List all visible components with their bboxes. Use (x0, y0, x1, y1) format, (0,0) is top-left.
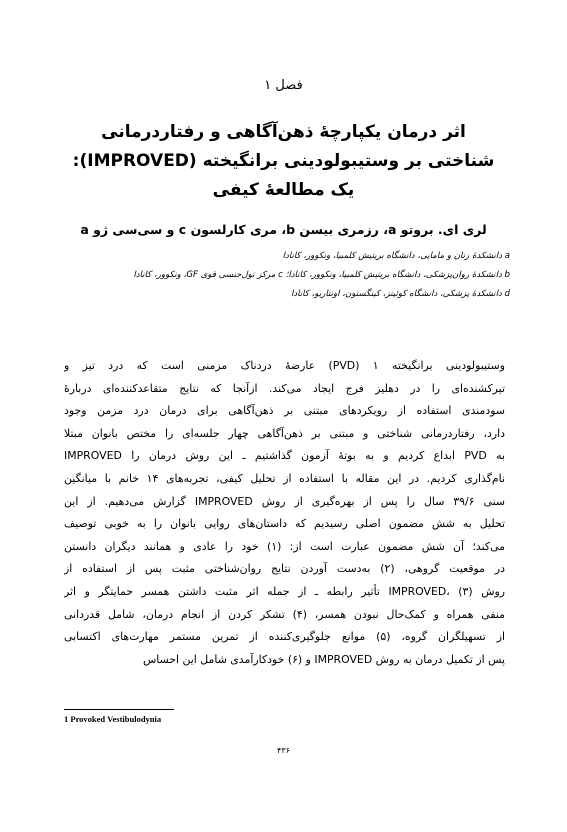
article-title (40, 118, 527, 205)
title-line: شناختی بر وستیبولودینی برانگیخته (IMPROVED): (72, 151, 495, 171)
body-line: وستیبولودینی برانگیخته ۱ (PVD) عارضهٔ دردناک مزمنی است که درد تیز و (64, 359, 505, 372)
body-line: تحلیل به شش مضمون اصلی رسیدیم که داستان‌های روایی بانوان را به خوبی توصیف (64, 517, 505, 531)
footnote-divider (64, 709, 174, 710)
body-line: نام‌گذاری کردیم. در این مقاله با استفاده از تحلیل کیفی، تجربه‌های ۱۴ خانم با میانگین (64, 471, 505, 485)
body-line: به PVD ابداع کردیم و به بوتهٔ آزمون گذاشتیم ـ این روش درمان را IMPROVED (64, 449, 505, 463)
affiliation: d دانشکدهٔ پزشکی، دانشگاه کوئینز، کینگستون، اونتاریو، کانادا (290, 289, 510, 299)
body-line: سنی ۳۹/۶ سال را پس از بهره‌گیری از روش IMPROVED گزارش می‌دهیم. از این (64, 494, 505, 508)
affiliation: b دانشکدهٔ روان‌پزشکی، دانشگاه بریتیش کلمبیا، ونکوور، کانادا؛ c مرکز تول‌جنسی قوی GF، ونکوور، کانادا (133, 270, 510, 280)
page-number: ۴۳۶ (277, 746, 290, 755)
abstract-body (64, 355, 505, 671)
body-line: تیرکشنده‌ای را در دهلیز فرج ایجاد می‌کند. ازآنجا که نتایج متقاعدکننده‌ای دربارهٔ (64, 381, 505, 395)
body-line: سودمندی استفاده از رویکردهای مبتنی بر ذهن‌آگاهی برای درمان درد مزمن وجود (64, 404, 505, 418)
body-line: پس از تکمیل درمان به روش IMPROVED و (۶) خودکارآمدی شامل این احساس (142, 652, 505, 666)
title-line: اثر درمان یکپارچهٔ ذهن‌آگاهی و رفتاردرمانی (101, 122, 466, 142)
body-line: منفی همراه و کمک‌حال نبودن همسر، (۴) تشکر کردن از انجام درمان، شامل قدردانی (64, 607, 505, 621)
footnote: 1 Provoked Vestibulodynia (64, 714, 162, 724)
author-list: لری ای. بروتو a، رزمری بیسن b، مری کارلسون c و سی‌سی ژو a (80, 222, 487, 237)
chapter-heading: فصل ۱ (264, 78, 303, 93)
title-line: یک مطالعهٔ کیفی (212, 180, 355, 200)
body-line: روش IMPROVED، (۳) تأثیر رابطه ـ از جمله اثر مثبت داشتن همسر حمایتگر و اثر (64, 584, 505, 598)
affiliation: a دانشکدهٔ زنان و مامایی، دانشگاه بریتیش کلمبیا، ونکوور، کانادا (282, 251, 510, 261)
body-line: می‌کند؛ آن شش مضمون عبارت است از: (۱) خود را عادی و همانند دیگران دانستن (64, 539, 505, 553)
body-line: در موقعیت گروهی، (۲) به‌دست آوردن نتایج روان‌شناختی مثبت پس از استفاده از (64, 562, 505, 576)
body-line: دارد، رفتاردرمانی شناختی و مبتنی بر ذهن‌آگاهی چهار جلسه‌ای را مختص بانوان مبتلا (64, 426, 505, 440)
body-line: از تسهیلگران گروه، (۵) موانع جلوگیری‌کننده از تمرین مستمر مهارت‌های اکتسابی (64, 630, 505, 644)
